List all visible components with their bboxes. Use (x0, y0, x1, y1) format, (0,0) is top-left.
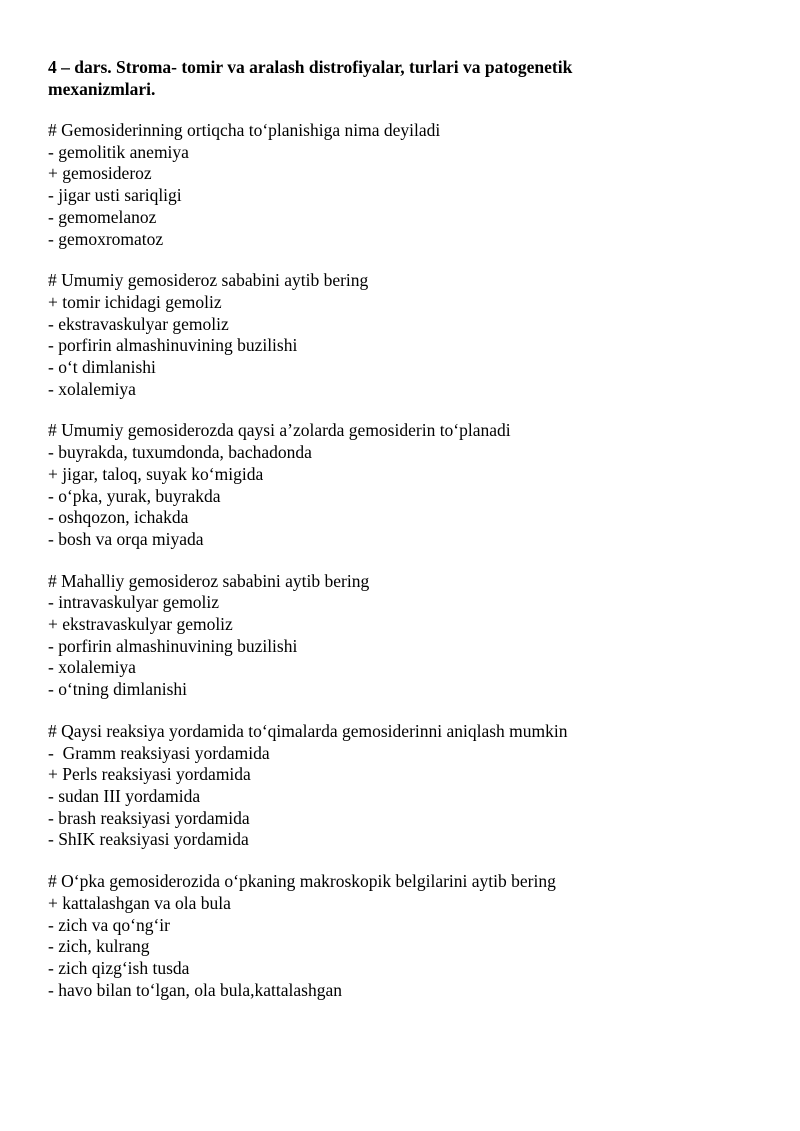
question-block (48, 420, 748, 550)
answer-option: - o‘pka, yurak, buyrakda (48, 485, 221, 506)
answer-option: - brash reaksiyasi yordamida (48, 807, 250, 828)
answer-option: + kattalashgan va ola bula (48, 892, 231, 913)
answer-option: - porfirin almashinuvining buzilishi (48, 335, 298, 356)
answer-option: - Gramm reaksiyasi yordamida (48, 742, 270, 763)
question-text: # Qaysi reaksiya yordamida to‘qimalarda gemosiderinni aniqlash mumkin (48, 720, 568, 741)
answer-option: - bosh va orqa miyada (48, 528, 204, 549)
answer-option: + Perls reaksiyasi yordamida (48, 764, 251, 785)
answer-option: + gemosideroz (48, 163, 152, 184)
answer-option: - zich va qo‘ng‘ir (48, 914, 170, 935)
question-block (48, 571, 748, 701)
answer-option: + jigar, taloq, suyak ko‘migida (48, 463, 264, 484)
question-text: # O‘pka gemosiderozida o‘pkaning makroskopik belgilarini aytib bering (48, 871, 556, 892)
answer-option: - gemolitik anemiya (48, 141, 189, 162)
document-page (48, 56, 748, 1021)
document-title (48, 56, 748, 100)
answer-option: - oshqozon, ichakda (48, 507, 189, 528)
question-block (48, 120, 748, 250)
question-block (48, 871, 748, 1001)
question-text: # Umumiy gemosiderozda qaysi a’zolarda gemosiderin to‘planadi (48, 420, 511, 441)
answer-option: - gemomelanoz (48, 206, 157, 227)
answer-option: - sudan III yordamida (48, 785, 201, 806)
answer-option: - xolalemiya (48, 378, 136, 399)
title-line-1: 4 – dars. Stroma- tomir va aralash distrofiyalar, turlari va patogenetik (48, 57, 573, 77)
question-text: # Gemosiderinning ortiqcha to‘planishiga nima deyiladi (48, 120, 441, 140)
answer-option: + tomir ichidagi gemoliz (48, 291, 222, 312)
answer-option: - ShIK reaksiyasi yordamida (48, 829, 249, 850)
question-text: # Mahalliy gemosideroz sababini aytib bering (48, 570, 370, 591)
answer-option: - havo bilan to‘lgan, ola bula,kattalashgan (48, 979, 343, 1000)
answer-option: - o‘tning dimlanishi (48, 679, 188, 700)
question-text: # Umumiy gemosideroz sababini aytib bering (48, 270, 369, 291)
answer-option: - ekstravaskulyar gemoliz (48, 313, 229, 334)
answer-option: - zich, kulrang (48, 936, 150, 957)
question-block (48, 270, 748, 400)
answer-option: - porfirin almashinuvining buzilishi (48, 635, 298, 656)
answer-option: - buyrakda, tuxumdonda, bachadonda (48, 442, 312, 463)
question-block (48, 721, 748, 851)
answer-option: - zich qizg‘ish tusda (48, 957, 190, 978)
title-line-2: mexanizmlari. (48, 79, 156, 99)
answer-option: - o‘t dimlanishi (48, 357, 156, 378)
answer-option: - gemoxromatoz (48, 228, 164, 249)
answer-option: + ekstravaskulyar gemoliz (48, 614, 233, 635)
answer-option: - xolalemiya (48, 657, 136, 678)
answer-option: - jigar usti sariqligi (48, 185, 182, 206)
answer-option: - intravaskulyar gemoliz (48, 592, 220, 613)
